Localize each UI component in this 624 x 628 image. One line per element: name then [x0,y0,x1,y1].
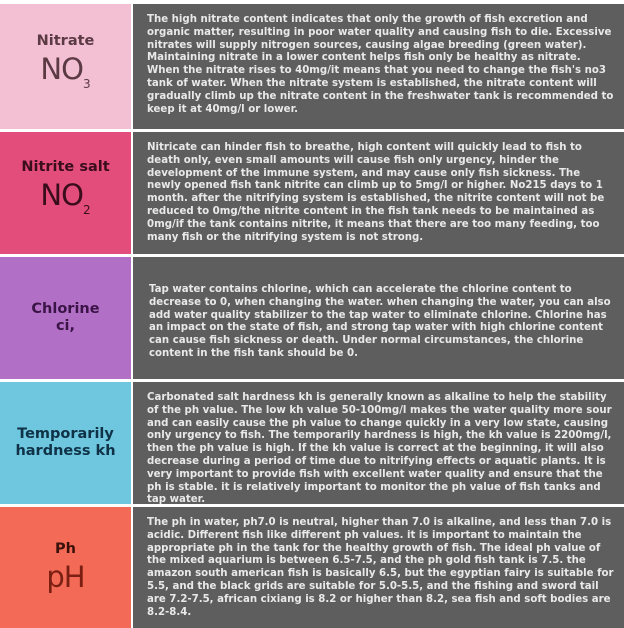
description-cell-nitrate [133,4,624,129]
description-cell-ph [133,507,624,628]
row-nitrite-salt [0,132,624,254]
description-cell-temporarily-hardness [133,382,624,504]
parameter-cell-nitrite-salt [0,132,131,254]
row-chlorine [0,257,624,379]
description-cell-chlorine [133,257,624,379]
description-cell-nitrite-salt [133,132,624,254]
parameter-name: Nitrite salt [21,159,110,175]
parameter-name: Chlorine ci, [31,301,100,334]
formula-main: NO [40,51,83,86]
parameter-description: Carbonated salt hardness kh is generally known as alkaline to help the stability of the ph value. The low kh value 50-100mg/l makes the water quality more sour and can easily cause the ph value to change quickly in a very low state, causing only urgency to fish. The temporarily hardness is high, the kh value is 2200mg/l, then the ph value is high. If the kh value is correct at the beginning, it will also decrease during a period of time due to nitrifying effects or aquatic plants. It is very important to provide fish with excellent water quality and ensure that the ph is stable. it is relatively important to monitor the ph value of fish tanks and tap water. [147,392,612,506]
parameter-cell-ph [0,507,131,628]
parameter-name: Ph [55,541,76,557]
parameter-cell-chlorine [0,257,131,379]
chemical-formula [40,178,90,227]
row-temporarily-hardness [0,382,624,504]
formula-main: pH [46,560,85,594]
parameter-description: The ph in water, ph7.0 is neutral, higher than 7.0 is alkaline, and less than 7.0 is acidic. Different fish like different ph values. it is important to maintain the appropriate ph in the tank for the healthy growth of fish. The ideal ph value of the mixed aquarium is between 6.5-7.5, and the ph gold fish tank is 7.5. the amazon south american fish is basically 6.5, but the egyptian fairy is suitable for 5.5, and the black grids are suitable for 5.0-5.5, and the fishing and sword tail are 7.2-7.5, african cixiang is 8.2 or higher than 8.2, sea fish and soft bodies are 8.2-8.4. [147,517,614,618]
formula-subscript: 2 [82,203,91,217]
parameter-cell-temporarily-hardness [0,382,131,504]
row-ph [0,507,624,628]
chemical-formula [46,560,84,594]
parameter-description: The high nitrate content indicates that only the growth of fish excretion and organic matter, resulting in poor water quality and causing fish to die. Excessive nitrates will supply nitrogen sources, causing algae breeding (green water). Maintaining nitrate in a lower content helps fish only be healthy as nitrate. When the nitrate rises to 40mg/it means that you need to change the fish's no3 tank of water. When the nitrate system is established, the nitrate content will gradually climb up the nitrate content in the freshwater tank is recommended to keep it at 40mg/l or lower. [147,14,614,115]
parameter-description: Nitricate can hinder fish to breathe, high content will quickly lead to fish to death only, even small amounts will cause fish only urgency, hinder the development of the immune system, and may cause only fish sickness. The newly opened fish tank nitrite can climb up to 5mg/l or higher. No215 days to 1 month. after the nitrifying system is established, the nitrite content will not be reduced to 0mg/the nitrite content in the fish tank needs to be maintained as 0mg/if the tank contains nitrite, it means that there are too many feeding, too many fish or the nitrifying system is not strong. [147,142,605,243]
chemical-formula [40,52,90,101]
formula-subscript: 3 [82,76,91,91]
parameter-cell-nitrate [0,4,131,129]
row-nitrate [0,4,624,129]
parameter-name: Temporarily hardness kh [15,426,116,459]
parameter-name: Nitrate [36,32,95,49]
parameter-description: Tap water contains chlorine, which can accelerate the chlorine content to decrease to 0, when changing the water. when changing the water, you can also add water quality stabilizer to the tap water to eliminate chlorine. Chlorine has an impact on the state of fish, and strong tap water with high chlorine content can cause fish sickness or death. Under normal circumstances, the chlorine content in the fish tank should be 0. [149,284,611,359]
formula-main: NO [40,178,83,212]
